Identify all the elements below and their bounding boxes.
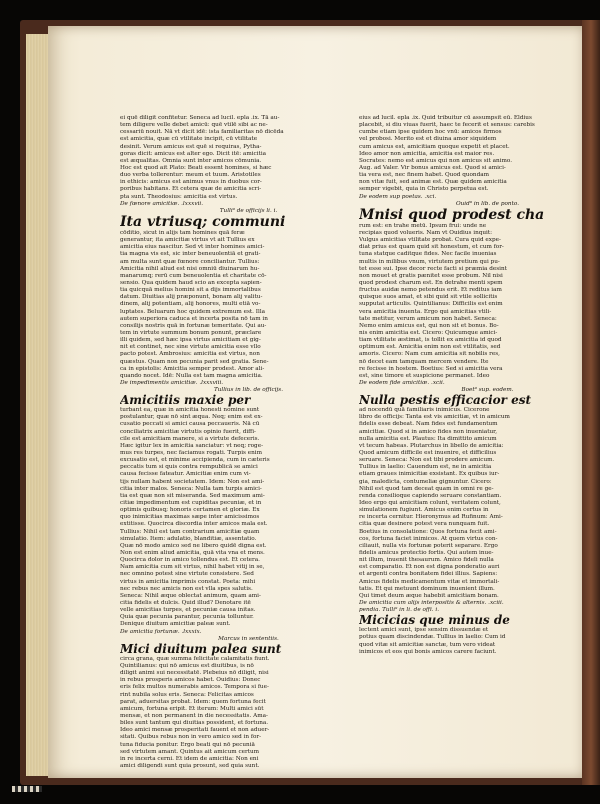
text-line: simulationem fugiunt. Amicus enim certus in <box>359 507 489 514</box>
text-line: etiam graues inimicitiæ exsistant. Ex quibus iur- <box>359 471 500 478</box>
text-line: fructus auidæ nemo petendus erit. Et reditus iam <box>359 287 502 294</box>
text-line: Hæc igitur lex in amicitia sanciatur: vt neq; roge- <box>120 442 263 449</box>
text-line: pacto potest. Ambrosius: amicitia est virtus, non <box>120 351 260 358</box>
chapter-rubric: De amicitia fortunæ. .lxxxix. <box>120 628 202 635</box>
text-line: est æqualitas. Omnia sunt inter amicos cōmunia. <box>120 157 262 164</box>
text-line: Ideo amor non amicitia, amicitia est maior res. <box>359 150 495 157</box>
text-line: Nam amicitia cum sit virtus, nihil habet vitij in se, <box>120 564 265 571</box>
text-line: desinit. Verum amicus est quē si requiras, Pytha- <box>120 143 262 150</box>
text-line: diat prius est quam quid sit honestum, et cum for- <box>359 244 504 251</box>
text-line: vt tecum habeas. Plutarchus in libello de amicitia: <box>359 442 504 449</box>
text-line: Quæ nō modo amico sed ne libero quidē digna est. <box>120 542 267 549</box>
section-heading: Ita vtriusq; communi <box>120 214 286 230</box>
text-line: rint nubila solus eris. Seneca: Felicitas amicos <box>120 691 254 698</box>
text-line: est, sine timore et suspicione permanet. Ideo <box>359 372 490 379</box>
source-citation: Tulli⁹ de officijs li. i. <box>219 207 278 214</box>
text-line: Aug. ad Valer. Vir bonus amicus est. Quod si amici- <box>359 164 506 171</box>
text-line: placebit, si diu viuas fuerit, haec te fecerit et sensus: carebis <box>359 122 535 129</box>
text-line: conciliatrix amicitiæ virtutis opinio fuerit, diffi- <box>120 428 256 435</box>
text-line: eius ad lucil. epla .ix. Quid tribuitur cū assumpsit eū. Eldius <box>359 115 532 121</box>
text-line: ca in epistolis: Amicitia semper prodest. Amor ali- <box>120 365 265 372</box>
text-line: parat, aduersitas probat. Idem: quem fortuna fecit <box>120 698 266 705</box>
text-line: supputat articulis. Quintilianus: Difficilis est enim <box>359 301 503 308</box>
text-line: Non est enim aliud amicitia, quā vita vna et mens. <box>120 550 265 557</box>
text-line: Ideo amici mensæ prosperitati fauent et non aduer- <box>120 727 270 734</box>
text-line: non mouet et gratis pænitet esse probum. Nil nisi <box>359 272 503 279</box>
text-line: nec omnino potest sine virtute consistere. Sed <box>120 571 254 578</box>
text-line: cumbe etiam ipse quidem hoc vnū: amicos firmos <box>359 129 502 136</box>
text-line: Tullius: Nihil est tam contrarium amicitiæ quam <box>120 528 260 535</box>
text-line: potius quam discindendæ. Tullius in laelio: Cum id <box>359 634 506 641</box>
text-line: in re incerta cerni. Et idem de amicitia: Non eni <box>120 755 259 762</box>
text-line: autem superiora caduca et incerta posita nō tam in <box>120 315 268 322</box>
text-line: renda consilioque capiendo seruare constantiam. <box>359 492 502 499</box>
text-line: amici diligendi sunt quia prosunt, sed quia sunt. <box>120 762 260 769</box>
text-line: Quocirca dolor in amico tollendus est. Et cetera. <box>120 557 260 564</box>
text-line: causa fecisse fateatur. Amicitiæ enim cum vi- <box>120 471 251 478</box>
text-line: sed virtutem amant. Quintus ait amicum certum <box>120 748 260 755</box>
text-line: citia quæ desinere potest vera nunquam fuit. <box>359 521 490 528</box>
text-line: illi quidem, sed hæc ipsa virtus amicitiam et gig- <box>120 337 261 344</box>
text-line: re incerta cernitur. Hieronymus ad Rufinum: Ami- <box>359 514 503 521</box>
text-line: manarumq; rerū cum beneuolentia et charitate cō- <box>120 272 267 279</box>
text-line: quod prodest charum est. En detrahe menti spem <box>359 279 503 286</box>
text-line: tem in virtute summum bonum ponunt, præclare <box>120 329 262 336</box>
text-line: sitati. Quibus rebus non in vero amico sed in for- <box>120 734 262 741</box>
chapter-rubric: De amicitia cum alijs interpositis & alternis. .xciii. <box>359 600 504 606</box>
text-line: tia magna vis est, sic inter beneuolentiā et grati- <box>120 251 261 258</box>
text-line: simulatio. Item: adulatio, blanditiæ, assentatio. <box>120 535 257 542</box>
text-line: quo inimicitias maximas sæpe inter amicissimos <box>120 514 260 521</box>
text-line: luptates. Beluarum hoc quidem extremum est. Illa <box>120 308 266 315</box>
source-citation: Boet⁹ sup. eodem. <box>461 387 514 394</box>
chapter-rubric: De impedimentis amicitiæ. .lxxxviii. <box>120 379 224 386</box>
section-heading: Micicias que minus de <box>359 614 510 628</box>
text-line: virtus in amicitia imprimis constat. Poeta: mihi <box>120 578 256 585</box>
text-line: poribus habitans. Et cetera quæ de amicitia scri- <box>120 186 262 193</box>
text-line: amicum, fortuna eripit. Et iterum: Multi amici sūt <box>120 705 264 712</box>
color-scale-bar <box>12 786 42 792</box>
text-line: rum est: en trahe metū. Ipsum frui: unde ne <box>359 222 487 229</box>
text-line: tet esse sui. Ipse decor recte facti si præmia desint <box>359 265 507 272</box>
text-line: in rebus prosperis amicos habet. Ouidius: Donec <box>120 677 261 684</box>
text-line: ad nocendū quā familiaris inimicus. Cicerone <box>359 407 490 414</box>
text-line: Seneca: Nihil æque oblectat animum, quam ami- <box>120 592 261 599</box>
chapter-rubric: De eodem fide amicitiæ. .xcii. <box>359 379 445 386</box>
text-line: cusatio peccati si amici causa peccaueris. Nā cū <box>120 421 260 428</box>
text-line: tem diligere velle debet amicū: quē vtilē sibi ac ne- <box>120 122 268 129</box>
text-line: tia vera est, nec finem habet. Quod quondam <box>359 172 490 179</box>
text-line: consilijs nostris quā in fortunæ temeritate. Qui au- <box>120 322 267 329</box>
text-line: quisque suos amat, et sibi quid sit vtile sollicitis <box>359 294 498 301</box>
text-line: tia est quæ non sit miseranda. Sed maximum ami- <box>120 492 265 499</box>
text-line: vel probosi. Merito est et diuina amor siquidem <box>359 136 497 143</box>
text-line: Amicus fidelis medicamentum vitæ et immortali- <box>359 578 500 585</box>
text-line: nō decet eam tamquam mercem vendere. Ite <box>359 358 489 365</box>
text-line: fidelis amicus protectio fortis. Qui autem inue- <box>359 550 494 557</box>
section-heading: Nulla pestis efficacior est <box>359 394 532 408</box>
text-line: peccatis tum si quis contra rempublicā se amici <box>120 464 258 471</box>
text-line: eris felix multos numerabis amicos. Tempora si fue- <box>120 684 269 691</box>
text-line: cum amicus est, amicitiam quoque expetit et placet. <box>359 143 510 150</box>
text-line: tuna fiducia ponitur. Ergo beati qui nō pecuniā <box>120 741 255 748</box>
text-line: cile est amicitiam manere, si a virtute defeceris. <box>120 435 260 442</box>
text-line: gia, maledicta, contumeliæ gignuntur. Cicero: <box>359 478 492 485</box>
book-spine <box>582 20 600 785</box>
text-line: biles sunt tantum qui diuitias possident, et fortuna. <box>120 720 269 727</box>
text-line: ciliauit, nulla vis fortunæ poterit separare. Ergo <box>359 542 498 549</box>
text-line: amicitia eius nascitur. Sed vt inter homines amici- <box>120 244 265 251</box>
text-line: optimis quibusq; honoris certamen et gloriæ. Ex <box>120 507 260 514</box>
text-line: cessariū nouit. Nā vt dicit idē: ista familiaritas nō dicēda <box>120 129 284 136</box>
text-line: postulantur, quæ nō sint æqua. Neq; enim est ex- <box>120 414 263 421</box>
right-text-column <box>359 115 576 705</box>
text-line: ei quē diligit confitetur. Seneca ad lucil. epla .ix. Tā au- <box>120 115 280 121</box>
text-line: nec rebus nec amicis non est vlla spes salutis. <box>120 585 253 592</box>
text-line: tiam vtilitate æstimat, is tollit ex amicitia id quod <box>359 337 502 344</box>
text-line: quod vitæ sit amicitiæ sanctæ, tum vero videat <box>359 641 496 648</box>
page-edges <box>26 34 48 776</box>
text-line: amoris. Cicero: Nam cum amicitia sit nobilis res, <box>359 351 500 358</box>
text-line: non vitæ fuit, sed animæ est. Quæ quidem amicitia <box>359 179 507 186</box>
text-line: citia fidelis et dulcis. Quid illud? Denotare itē <box>120 600 251 606</box>
text-line: tuna statque caditque fides. Nec facile inuenias <box>359 251 497 258</box>
text-line: amicitiæ. Quod si in amico fides non inueniatur, <box>359 428 498 435</box>
text-line: Boetius in consolatione: Quos fortuna fecit ami- <box>359 528 497 535</box>
text-line: Nihil est quod tam deceat quam in omni re ge- <box>359 485 494 492</box>
text-line: circa grana, quæ summa felicitate calamitatis fiunt. <box>120 655 270 662</box>
text-line: et argenti contra bonitatem fidei illius. Sapiens: <box>359 571 498 578</box>
text-line: multis in milibus vnum, virtutem pretium qui pu- <box>359 258 500 265</box>
text-line: generantur, ita amicitiæ virtus vt ait Tullius ex <box>120 237 255 244</box>
text-line: tia quicquā melius homini sit a dijs immortalibus <box>120 287 261 294</box>
text-line: quando nocet. Idē: Nulla est tam magna amicitia. <box>120 372 263 379</box>
text-line: nulla amicitia est. Plautus: Ita dimittito amicum <box>359 435 497 442</box>
text-line: nit illum, inuenit thesaurum. Amico fideli nulla <box>359 557 494 564</box>
text-line: mus res turpes, nec faciamus rogati. Turpis enim <box>120 450 262 457</box>
text-line: Qui timet deum æque habebit amicitiam bonam. <box>359 592 499 599</box>
text-line: cōditio, sicut in alijs tam homines quā feræ <box>120 229 245 236</box>
text-line: nit et continet, nec sine virtute amicitia esse vllo <box>120 344 261 351</box>
section-heading: Amicitiis maxie per <box>120 394 251 408</box>
left-text-column <box>120 115 337 769</box>
text-line: Amicitia nihil aliud est nisi omniū diuinarum hu- <box>120 265 260 272</box>
text-line: Ideo ergo qui amicitiam colunt, veritatem colunt, <box>359 500 501 507</box>
chapter-rubric: De fœnore amicitiæ. .lxxxvii. <box>120 200 204 207</box>
text-line: libro de officijs: Tanta est vis amicitiæ, vt in amicum <box>359 414 510 421</box>
text-line: turbant ea, quæ in amicitia honesti nomine sunt <box>120 407 260 414</box>
text-line: Quintilianus: qui nō amicus est diuitibus, is nō <box>120 662 254 669</box>
chapter-rubric: pendia. Tulli⁹ in li. de offi. i. <box>359 607 440 614</box>
text-line: seruare. Seneca: Non est tibi prodere amicum. <box>359 457 495 464</box>
text-line: semper vigebit, quia in Christo perpetua est. <box>359 186 489 193</box>
text-line: extitisse. Quocirca discordia inter amicos mala est. <box>120 521 268 528</box>
text-line: tijs nullam habent societatem. Idem: Non est ami- <box>120 478 265 485</box>
text-line: Denique diuitum amicitiæ paleæ sunt. <box>120 621 231 628</box>
text-line: tatis. Et qui metuunt dominum inuenient illum. <box>359 585 495 592</box>
text-line: cos, fortuna faciet inimicos. At quem virtus con- <box>359 535 498 542</box>
source-citation: Tullius in lib. de officijs. <box>213 387 284 394</box>
text-line: Nemo enim amicus est, qui non sit et bonus. Bo- <box>359 322 499 329</box>
text-line: Quia quæ pecunia parantur, pecunia tolluntur. <box>120 614 254 621</box>
text-line: duo verba tollerentur: meum et tuum. Aristotiles <box>120 172 261 179</box>
text-line: citiæ impedimentum est cupiditas pecuniæ, et in <box>120 500 262 507</box>
text-line: fidelis esse debeat. Nam fides est fundamentum <box>359 421 498 428</box>
text-line: vera amicitia inuenta. Ergo qui amicitias vtili- <box>359 308 492 315</box>
text-line: Socrates: nemo est amicus qui non amicus sit animo. <box>359 157 513 164</box>
text-line: excusatio est, et minime accipienda, cum in cæteris <box>120 457 270 464</box>
text-line: mensæ, et non permanent in die necessitatis. Ama- <box>120 712 268 719</box>
source-citation: Marcus in sententiis. <box>218 635 279 642</box>
text-line: inimicos et eos qui bonis amicos carere faciunt. <box>359 648 497 655</box>
text-line: diligit animi sui necessitatē. Plebeius nō diligit, nisi <box>120 670 269 677</box>
section-heading: Mnisi quod prodest cha <box>359 207 545 223</box>
text-line: am multa sunt quæ fœnore conciliantur. Tullius: <box>120 258 260 265</box>
text-line: tate metitur, verum amicum non habet. Seneca: <box>359 315 497 322</box>
text-line: Hoc est quod ait Plato: Beati essent homines, si hæc <box>120 164 272 171</box>
section-heading: Mici diuitum palea sunt <box>120 642 282 656</box>
text-line: nis enim amicitia est. Cicero: Quicumque amici- <box>359 329 498 336</box>
text-line: citia inter malos. Seneca: Nulla tam turpis amici- <box>120 485 262 492</box>
text-line: velle amicitias turpes, et pecuniæ causa initas. <box>120 607 256 614</box>
text-line: dinem, alij potentiam, alij honores, multi etiā vo- <box>120 301 261 308</box>
text-line: Vulgus amicitias vtilitate probat. Cura quid expe- <box>359 237 501 244</box>
text-line: datum. Diuitias alij præponunt, bonam alij valitu- <box>120 294 263 301</box>
text-line: lectent amici sunt, ipse sensim dissuendæ et <box>359 627 489 634</box>
text-line: pta sunt. Theodosius: amicitia est virtus. <box>120 193 238 200</box>
text-line: quæstus. Quam non pecunia parit sed gratia. Sene- <box>120 358 269 365</box>
text-line: goras dicit: amicus est alter ego. Dicit itē: amicitia <box>120 150 267 157</box>
text-line: sensio. Qua quidem haud scio an excepta sapien- <box>120 279 262 286</box>
text-line: in ethicis: amicus est animus vnus in duobus cor- <box>120 179 262 186</box>
text-line: recipias quod volueris. Nam vt Ouidius inquit: <box>359 229 493 236</box>
text-line: optimum est. Amicitia enim non est vtilitatis, sed <box>359 344 501 351</box>
text-line: Tullius in laelio: Cauendum est, ne in amicitia <box>359 464 492 471</box>
source-citation: Ouid⁹ in lib. de ponto. <box>455 200 520 207</box>
chapter-rubric: De eodem sup poetas. .xci. <box>359 193 437 200</box>
text-line: est comparatio. Et non est digna ponderatio auri <box>359 564 500 571</box>
text-line: re fecisse in hostem. Boetius: Sed si amicitia vera <box>359 365 503 372</box>
text-line: est amicitia, quæ cū vtilitate incipit, cū vtilitate <box>120 136 258 143</box>
text-line: Quod amicum difficile est inuenire, et difficilius <box>359 450 497 457</box>
